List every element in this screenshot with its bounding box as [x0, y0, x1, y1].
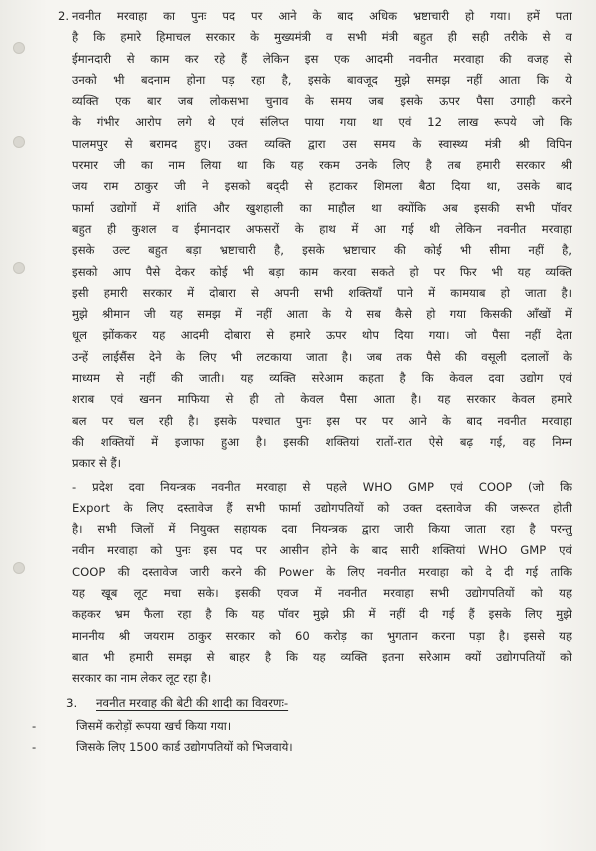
text-line: इसी हमारी सरकार में दोबारा से अपनी सभी शक्तियाँ पाने में कामयाब हो जाता है।	[72, 285, 572, 300]
punch-hole	[13, 562, 25, 574]
text-line: है कि हमारे हिमाचल सरकार के मुख्यमंत्री व सभी मंत्री बहुत ही सही तरीके से व	[72, 30, 572, 45]
text-line: व्यक्ति एक बार जब लोकसभा चुनाव के समय जब इसके ऊपर पैसा उगाही करने	[72, 94, 572, 109]
section-number: 3.	[66, 695, 78, 710]
punch-hole	[13, 136, 25, 148]
text-line: है। सभी जिलों में नियुक्त सहायक दवा नियन्त्रक द्वारा जारी किया जाता रहा है परन्तु	[72, 522, 572, 537]
text-line: पालमपुर से बरामद हुए। उक्त व्यक्ति द्वारा उस समय के स्वास्थ्य मंत्री श्री विपिन	[72, 136, 572, 151]
text-line: COOP की दस्तावेज जारी करने की Power के लिए नवनीत मरवाहा को दे दी गई ताकि	[72, 564, 572, 579]
list-item-text: जिसके लिए 1500 कार्ड उद्योगपतियों को भिजवाये।	[76, 739, 293, 754]
text-line: उनको भी बदनाम होना पड़ रहा है, इसके बावजूद मुझे समझ नहीं आता कि ये	[72, 72, 572, 87]
document-body	[32, 6, 572, 758]
text-line: माध्यम से नहीं की जाती। यह व्यक्ति सरेआम कहता है कि केवल दवा उद्योग एवं	[72, 371, 572, 386]
list-item	[32, 737, 572, 758]
text-line: बात भी हमारी समझ से बाहर है कि यह व्यक्ति इतना सरेआम क्यों उद्योगपतियों को	[72, 649, 572, 664]
text-line: ईमानदारी से काम कर रहे हैं लेकिन इस एक आदमी नवनीत मरवाहा की वजह से	[72, 51, 572, 66]
text-line: की शक्तियों में इजाफा हुआ है। इसकी शक्तियां रातों-रात ऐसे बढ़ गई, वह निम्न	[72, 434, 572, 449]
text-line: कहकर भ्रम फैला रहा है कि यह पॉवर मुझे फ्री में नहीं दी गई हैं इसके लिए मुझे	[72, 607, 572, 622]
section-3-list	[32, 716, 572, 759]
text-line: नवनीत मरवाहा का पुनः पद पर आने के बाद अधिक भ्रष्टाचारी हो गया। हमें पता	[72, 9, 572, 23]
text-line: माननीय श्री जयराम ठाकुर सरकार को 60 करोड़ का भुगतान करना पड़ा है। इससे यह	[72, 628, 572, 643]
text-line: फार्मा उद्योगों में शांति और खुशहाली का माहौल था क्योंकि अब इसकी सभी पॉवर	[72, 200, 572, 215]
text-line: जय राम ठाकुर जी ने इसको बद्‌दी से हटाकर शिमला बैठा दिया था, उसके बाद	[72, 179, 572, 194]
text-line: नवीन मरवाहा को पुनः इस पद पर आसीन होने के बाद सारी शक्तियां WHO GMP एवं	[72, 543, 572, 558]
punch-hole	[13, 262, 25, 274]
text-line: के गंभीर आरोप लगे थे एवं संलिप्त पाया गया था एवं 12 लाख रूपये जो कि	[72, 115, 572, 130]
text-line: सरकार का नाम लेकर लूट रहा है।	[72, 671, 212, 686]
text-line: प्रकार से हैं।	[72, 456, 122, 471]
text-line: इसको आप पैसे देकर कोई भी बड़ा काम करवा सकते हो पर फिर भी यह व्यक्ति	[72, 264, 572, 279]
text-line: धूल झोंककर यह आदमी दोबारा से हमारे ऊपर थोप दिया गया। जो पैसा नहीं देता	[72, 328, 572, 343]
text-line: - प्रदेश दवा नियन्त्रक नवनीत मरवाहा से पहले WHO GMP एवं COOP (जो कि	[72, 479, 572, 494]
paragraph-2-text	[72, 6, 572, 475]
list-item	[32, 716, 572, 737]
paragraph-coop-text	[72, 477, 572, 690]
list-dash: -	[32, 739, 37, 754]
text-line: इसके उल्ट बहुत बड़ा भ्रष्टाचारी है, इसके भ्रष्टाचार की कोई भी सीमा नहीं है,	[72, 243, 572, 258]
punch-hole	[13, 42, 25, 54]
paragraph-2	[58, 6, 572, 475]
list-item-text: जिसमें करोड़ों रूपया खर्च किया गया।	[76, 718, 232, 733]
list-dash: -	[32, 718, 37, 733]
text-line: Export के लिए दस्तावेज हैं सभी फार्मा उद्योगपतियों को उक्त दस्तावेज की जरूरत होती	[72, 500, 572, 515]
paragraph-number: 2.	[58, 9, 70, 23]
text-line: यह खूब लूट मचा सके। इसकी एवज में नवनीत मरवाहा सभी उद्योगपतियों को यह	[72, 586, 572, 601]
text-line: बहुत ही कुशल व ईमानदार अफसरों के हाथ में आ गई थी लेकिन नवनीत मरवाहा	[72, 221, 572, 236]
text-line: मुझे श्रीमान जी यह समझ में नहीं आता के ये सब कैसे हो गया किसकी आँखों में	[72, 307, 572, 322]
section-3-heading	[66, 693, 572, 715]
text-line: शराब एवं खनन माफिया से ही तो केवल पैसा आता है। यह सरकार केवल हमारे	[72, 392, 572, 407]
text-line: बल पर चल रही है। इसके पश्चात पुनः इस पर पर आने के बाद नवनीत मरवाहा	[72, 413, 572, 428]
section-title: नवनीत मरवाह की बेटी की शादी का विवरणः-	[96, 695, 289, 710]
text-line: उन्हें लाईसैंस देने के लिए भी लटकाया जाता है। जब तक पैसे की वसूली दलालों के	[72, 349, 572, 364]
text-line: परमार जी का नाम लिया था कि यह रकम उनके लिए है तब हमारी सरकार श्री	[72, 158, 572, 173]
